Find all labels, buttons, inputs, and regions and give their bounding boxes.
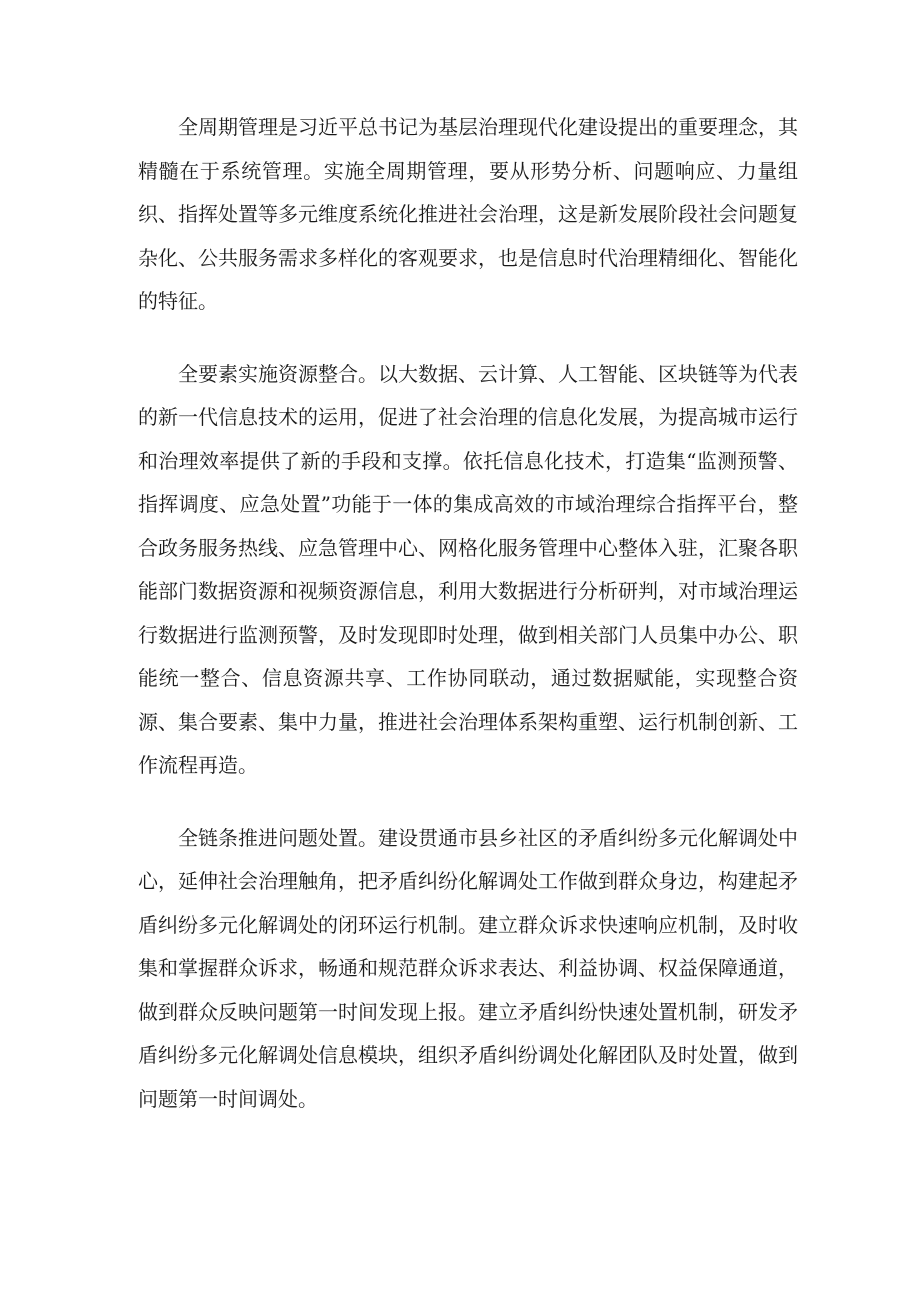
- paragraph-full-cycle-management: 全周期管理是习近平总书记为基层治理现代化建设提出的重要理念，其精髓在于系统管理。实施全周期管理，要从形势分析、问题响应、力量组织、指挥处置等多元维度系统化推进社会治理，这是新发展阶段社会问题复杂化、公共服务需求多样化的客观要求，也是信息时代治理精细化、智能化的特征。: [138, 115, 798, 313]
- document-body: [138, 106, 798, 1150]
- paragraph-problem-handling: 全链条推进问题处置。建设贯通市县乡社区的矛盾纠纷多元化解调处中心，延伸社会治理触角，把矛盾纠纷化解调处工作做到群众身边，构建起矛盾纠纷多元化解调处的闭环运行机制。建立群众诉求快速响应机制，及时收集和掌握群众诉求，畅通和规范群众诉求表达、利益协调、权益保障通道，做到群众反映问题第一时间发现上报。建立矛盾纠纷快速处置机制，研发矛盾纠纷多元化解调处信息模块，组织矛盾纠纷调处化解团队及时处置，做到问题第一时间调处。: [138, 825, 798, 1111]
- paragraph-resource-integration: 全要素实施资源整合。以大数据、云计算、人工智能、区块链等为代表的新一代信息技术的运用，促进了社会治理的信息化发展，为提高城市运行和治理效率提供了新的手段和支撑。依托信息化技术，打造集“监测预警、指挥调度、应急处置”功能于一体的集成高效的市域治理综合指挥平台，整合政务服务热线、应急管理中心、网格化服务管理中心整体入驻，汇聚各职能部门数据资源和视频资源信息，利用大数据进行分析研判，对市域治理运行数据进行监测预警，及时发现即时处理，做到相关部门人员集中办公、职能统一整合、信息资源共享、工作协同联动，通过数据赋能，实现整合资源、集合要素、集中力量，推进社会治理体系架构重塑、运行机制创新、工作流程再造。: [138, 361, 798, 777]
